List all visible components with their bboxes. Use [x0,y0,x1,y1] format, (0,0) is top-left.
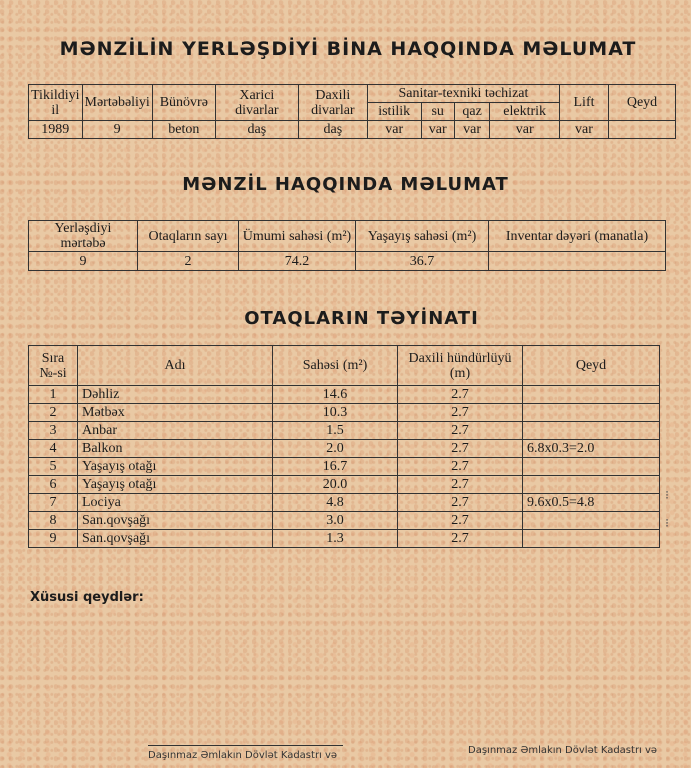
value-apartment-floor: 9 [29,252,138,271]
value-inventory-value [489,252,666,271]
row-number-cell: 5 [29,458,78,476]
room-height-cell: 2.7 [398,476,523,494]
room-height-cell: 2.7 [398,494,523,512]
header-sanitary: Sanitar-texniki təchizat [367,85,559,103]
room-note-cell [523,386,660,404]
header-room-area: Sahəsi (m²) [273,346,398,386]
special-notes-label: Xüsusi qeydlər: [30,590,144,605]
room-area-cell: 20.0 [273,476,398,494]
header-heating: istilik [367,103,421,121]
room-rows [29,386,660,548]
edge-mark-lower: ⁝ [665,516,669,530]
header-electric: elektrik [490,103,560,121]
room-height-cell: 2.7 [398,404,523,422]
room-height-cell: 2.7 [398,458,523,476]
header-inventory-value: Inventar dəyəri (manatla) [489,221,666,252]
room-name-cell: San.qovşağı [78,530,273,548]
value-gas: var [454,121,490,139]
value-total-area: 74.2 [239,252,356,271]
row-number-cell: 8 [29,512,78,530]
room-height-cell: 2.7 [398,512,523,530]
room-note-cell: 9.6x0.5=4.8 [523,494,660,512]
row-number-cell: 7 [29,494,78,512]
value-water: var [421,121,454,139]
room-area-cell: 10.3 [273,404,398,422]
table-row [29,422,660,440]
row-number-cell: 4 [29,440,78,458]
room-area-cell: 14.6 [273,386,398,404]
room-note-cell [523,422,660,440]
header-apartment-floor: Yerləşdiyi mərtəbə [29,221,138,252]
header-total-area: Ümumi sahəsi (m²) [239,221,356,252]
value-inner-walls: daş [298,121,367,139]
value-foundation: beton [152,121,215,139]
table-row [29,404,660,422]
room-name-cell: Mətbəx [78,404,273,422]
header-floors: Mərtəbəliyi [82,85,152,121]
header-gas: qaz [454,103,490,121]
room-note-cell: 6.8x0.3=2.0 [523,440,660,458]
row-number-cell: 9 [29,530,78,548]
room-height-cell: 2.7 [398,386,523,404]
room-note-cell [523,530,660,548]
table-row [29,386,660,404]
rooms-table [28,345,660,548]
header-row-number: Sıra №-si [29,346,78,386]
room-name-cell: Yaşayış otağı [78,458,273,476]
room-name-cell: Yaşayış otağı [78,476,273,494]
table-row [29,530,660,548]
header-room-count: Otaqların sayı [138,221,239,252]
header-foundation: Bünövrə [152,85,215,121]
row-number-cell: 2 [29,404,78,422]
room-name-cell: San.qovşağı [78,512,273,530]
room-area-cell: 1.3 [273,530,398,548]
table-row [29,512,660,530]
header-outer-walls: Xarici divarlar [215,85,298,121]
room-area-cell: 1.5 [273,422,398,440]
room-area-cell: 4.8 [273,494,398,512]
header-note: Qeyd [609,85,676,121]
table-row [29,494,660,512]
edge-mark-upper: ⁝ [665,488,669,502]
value-year: 1989 [29,121,83,139]
row-number-cell: 3 [29,422,78,440]
room-height-cell: 2.7 [398,530,523,548]
building-info-title: MƏNZİLİN YERLƏŞDİYİ BİNA HAQQINDA MƏLUMAT [59,38,637,60]
header-room-height: Daxili hündürlüyü (m) [398,346,523,386]
header-water: su [421,103,454,121]
header-room-name: Adı [78,346,273,386]
value-living-area: 36.7 [356,252,489,271]
value-note [609,121,676,139]
value-outer-walls: daş [215,121,298,139]
value-floors: 9 [82,121,152,139]
room-area-cell: 2.0 [273,440,398,458]
room-name-cell: Dəhliz [78,386,273,404]
table-row [29,458,660,476]
room-note-cell [523,512,660,530]
room-name-cell: Anbar [78,422,273,440]
room-height-cell: 2.7 [398,440,523,458]
room-name-cell: Balkon [78,440,273,458]
room-note-cell [523,404,660,422]
room-name-cell: Lociya [78,494,273,512]
rooms-title: OTAQLARIN TƏYİNATI [244,308,479,329]
row-number-cell: 6 [29,476,78,494]
building-info-table [28,84,676,139]
room-note-cell [523,458,660,476]
value-room-count: 2 [138,252,239,271]
room-area-cell: 3.0 [273,512,398,530]
table-row [29,476,660,494]
room-height-cell: 2.7 [398,422,523,440]
room-area-cell: 16.7 [273,458,398,476]
value-electric: var [490,121,560,139]
header-year: Tikildiyi il [29,85,83,121]
apartment-info-table [28,220,666,271]
value-lift: var [560,121,609,139]
row-number-cell: 1 [29,386,78,404]
table-row [29,440,660,458]
room-note-cell [523,476,660,494]
header-inner-walls: Daxili divarlar [298,85,367,121]
stamp-right: Daşınmaz Əmlakın Dövlət Kadastrı və [468,745,658,756]
header-room-note: Qeyd [523,346,660,386]
header-living-area: Yaşayış sahəsi (m²) [356,221,489,252]
stamp-left: Daşınmaz Əmlakın Dövlət Kadastrı və [148,745,343,761]
apartment-info-title: MƏNZİL HAQQINDA MƏLUMAT [182,174,509,195]
header-lift: Lift [560,85,609,121]
value-heating: var [367,121,421,139]
